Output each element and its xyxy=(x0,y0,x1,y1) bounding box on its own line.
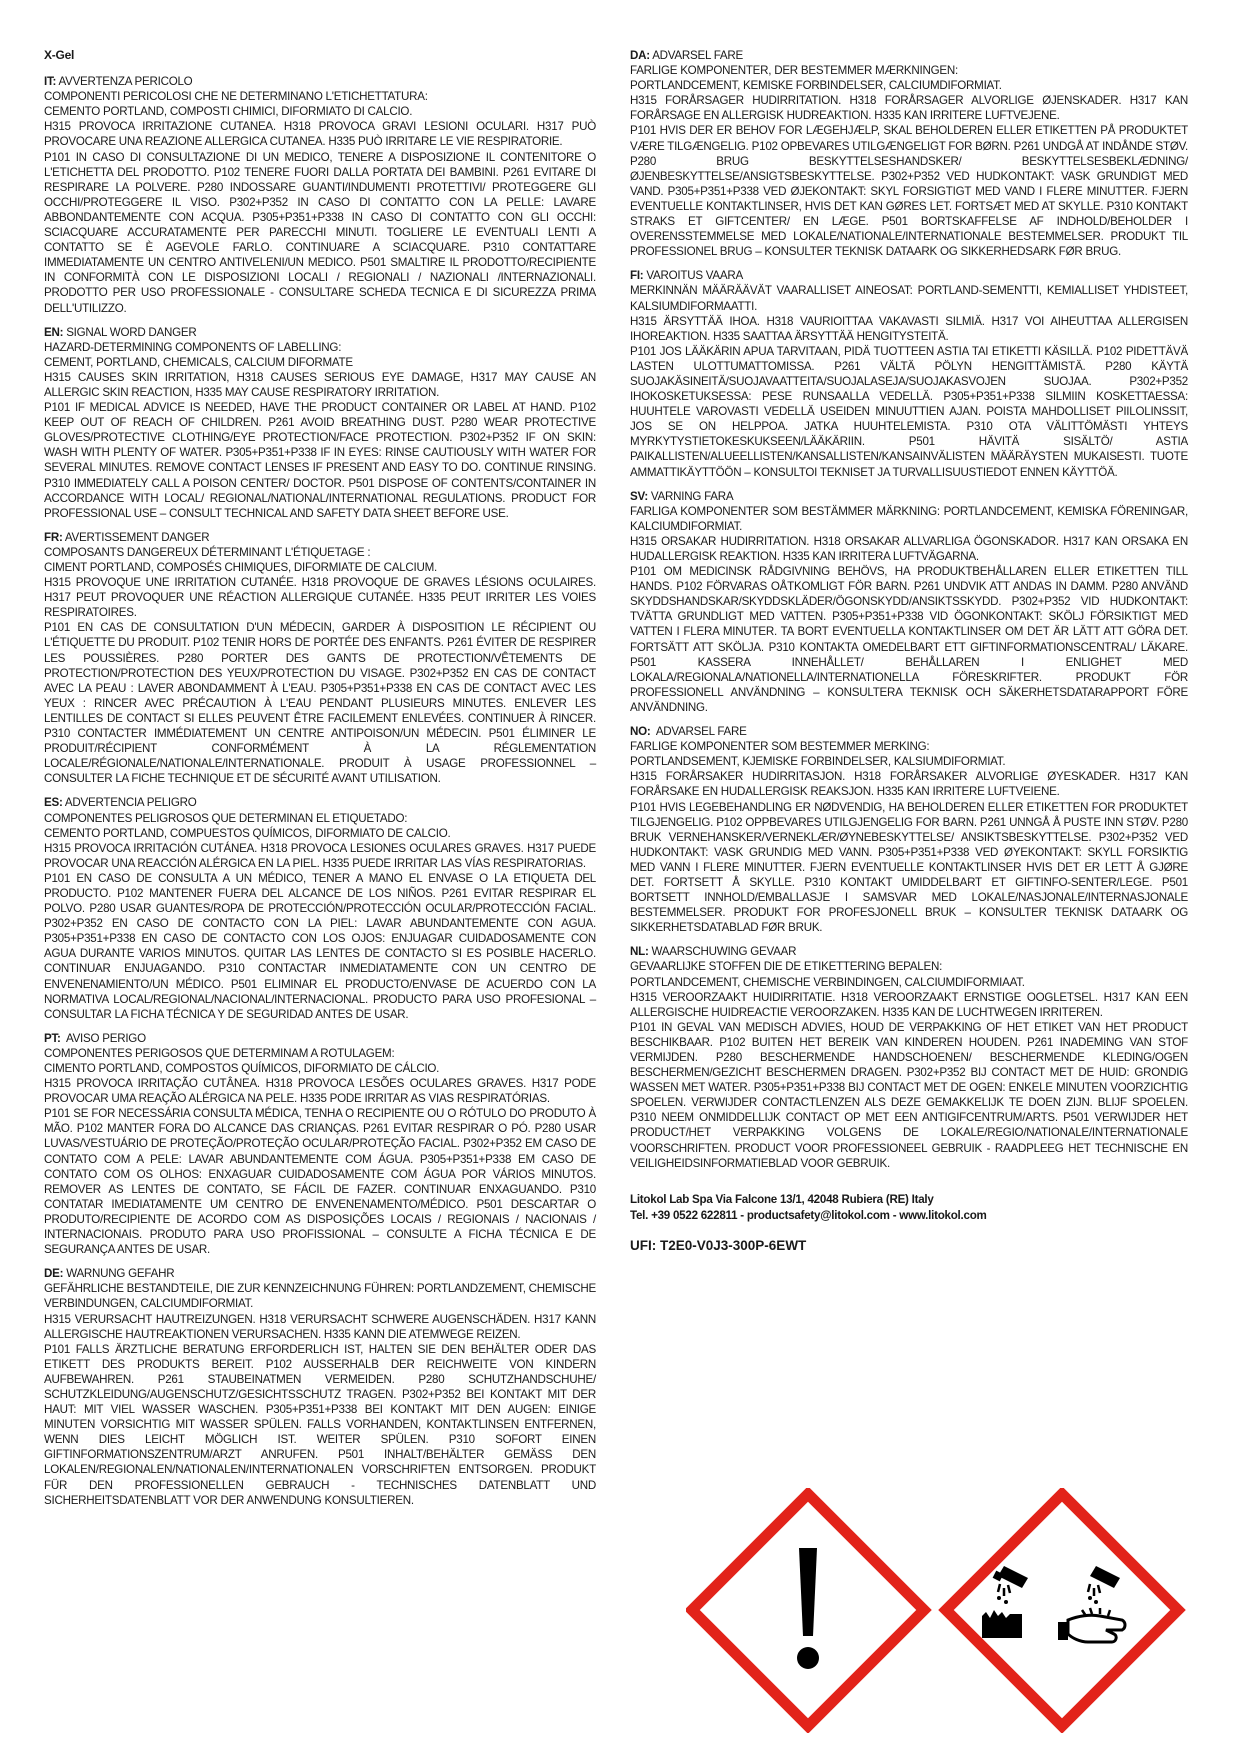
section-paragraph: P101 SE FOR NECESSÁRIA CONSULTA MÉDICA, TENHA O RECIPIENTE OU O RÓTULO DO PRODUTO À MÃO. P102 MANTER FORA DO ALCANCE DAS CRIANÇAS. P261 EVITAR RESPIRAR O PÓ. P280 USAR LUVAS/VESTUÁRIO DE PROTEÇÃO/PROTEÇÃO OCULAR/PROTEÇÃO FACIAL. P302+P352 EM CASO DE CONTATO COM A PELE: LAVAR ABUNDANTEMENTE COM ÁGUA. P305+P351+P338 EM CASO DE CONTATO COM OS OLHOS: ENXAGUAR CUIDADOSAMENTE COM ÁGUA POR VÁRIOS MINUTOS. REMOVER AS LENTES DE CONTATO, SE FÁCIL DE FAZER. CONTINUAR ENXAGUANDO. P310 CONTATAR IMEDIATAMENTE UM CENTRO DE ENVENENAMENTO/MÉDICO. P501 DESCARTAR O PRODUTO/RECIPIENTE DE ACORDO COM AS DISPOSIÇÕES LOCAIS / REGIONAIS / NACIONAIS / INTERNACIONAIS. PRODUTO PARA USO PROFISSIONAL – CONSULTE A FICHA TÉCNICA E DE SEGURANÇA ANTES DE USAR. xyxy=(44,1107,596,1257)
section-paragraph: PORTLANDCEMENT, CHEMISCHE VERBINDINGEN, CALCIUMDIFORMIAAT. xyxy=(630,975,1025,989)
section-paragraph: H315 CAUSES SKIN IRRITATION, H318 CAUSES SERIOUS EYE DAMAGE, H317 MAY CAUSE AN ALLERGIC SKIN REACTION, H335 MAY CAUSE RESPIRATORY IRRITATION. xyxy=(44,370,596,399)
section-paragraph: H315 FORÅRSAGER HUDIRRITATION. H318 FORÅRSAGER ALVORLIGE ØJENSKADER. H317 KAN FORÅRSAGE EN ALLERGISK HUDREAKTION. H335 KAN IRRITERE LUFTVEJENE. xyxy=(630,94,1188,123)
section-paragraph: GEFÄHRLICHE BESTANDTEILE, DIE ZUR KENNZEICHNUNG FÜHREN: PORTLANDZEMENT, CHEMISCHE VERBINDUNGEN, CALCIUMDIFORMIAT. xyxy=(44,1282,596,1311)
section-paragraph: H315 FORÅRSAKER HUDIRRITASJON. H318 FORÅRSAKER ALVORLIGE ØYESKADER. H317 KAN FORÅRSAKE EN HUDALLERGISK REAKSJON. H335 KAN IRRITERE LUFTVEIENE. xyxy=(630,770,1188,799)
signal-word: VAROITUS VAARA xyxy=(643,269,743,283)
section-paragraph: H315 PROVOCA IRRITAZIONE CUTANEA. H318 PROVOCA GRAVI LESIONI OCULARI. H317 PUÒ PROVOCARE UNA REAZIONE ALLERGICA CUTANEA. H335 PUÒ IRRITARE LE VIE RESPIRATORIE. xyxy=(44,120,596,149)
section-heading xyxy=(630,489,1188,504)
exclamation-mark-icon xyxy=(692,1494,924,1726)
section-paragraph: H315 ÄRSYTTÄÄ IHOA. H318 VAURIOITTAA VAKAVASTI SILMIÄ. H317 VOI AIHEUTTAA ALLERGISEN IHOREAKTION. H335 SAATTAA ÄRSYTTÄÄ HENGITYSTEITÄ. xyxy=(630,314,1188,343)
signal-word: AVERTISSEMENT DANGER xyxy=(62,530,210,544)
section-paragraph: P101 HVIS LEGEBEHANDLING ER NØDVENDIG, HA BEHOLDEREN ELLER ETIKETTEN FOR PRODUKTET TILGJENGELIG. P102 OPPBEVARES UTILGJENGELIG FOR BARN. P261 UNNGÅ Å PUSTE INN STØV. P280 BRUK VERNEHANSKER/VERNEKLÆR/ØYNEBESKYTTELSE/ ANSIKTSBESKYTTELSE. P302+P352 VED HUDKONTAKT: VASK GRUNDIG MED VANN. P305+P351+P338 VED ØYEKONTAKT: SKYLL FORSIKTIG MED VANN I FLERE MINUTTER. FJERN EVENTUELLE KONTAKTLINSER HVIS DET ER LETT Å GJØRE DET. FORTSETT Å SKYLLE. P310 KONTAKT UMIDDELBART ET GIFTINFO-SENTER/LEGE. P501 BORTSETT INNHOLD/EMBALLASJE I SAMSVAR MED LOKALE/NASJONALE/INTERNASJONALE BESTEMMELSER. PRODUKT FOR PROFESJONELL BRUK – KONSULTER TEKNISK DATAARK OG SIKKERHETSDATABLAD FØR BRUK. xyxy=(630,800,1188,935)
section-heading xyxy=(44,530,596,545)
section-paragraph: P101 IN GEVAL VAN MEDISCH ADVIES, HOUD DE VERPAKKING OF HET ETIKET VAN HET PRODUCT BESCHIKBAAR. P102 BUITEN HET BEREIK VAN KINDEREN HOUDEN. P261 INADEMING VAN STOF VERMIJDEN. P280 BESCHERMENDE HANDSCHOENEN/ BESCHERMENDE KLEDING/OGEN BESCHERMEN/GEZICHT BESCHERMEN DRAGEN. P302+P352 BIJ CONTACT MET DE HUID: GRONDIG WASSEN MET WATER. P305+P351+P338 BIJ CONTACT MET DE OGEN: ENKELE MINUTEN VOORZICHTIG SPOELEN. VERWIJDER CONTACTLENZEN ALS DEZE GEMAKKELIJK TE DOEN ZIJN. BLIJF SPOELEN. P310 NEEM ONMIDDELLIJK CONTACT OP MET EEN ANTIGIFCENTRUM/ARTS. P501 VERWIJDER HET PRODUCT/HET VERPAKKING VOLGENS DE LOKALE/REGIO/NATIONALE/INTERNATIONALE VOORSCHRIFTEN. PRODUCT VOOR PROFESSIONEEL GEBRUIK - RAADPLEEG HET TECHNISCHE EN VEILIGHEIDSINFORMATIEBLAD VOOR GEBRUIK. xyxy=(630,1020,1188,1170)
language-section xyxy=(630,944,1188,1170)
section-paragraph: GEVAARLIJKE STOFFEN DIE DE ETIKETTERING BEPALEN: xyxy=(630,960,943,974)
language-code: SV: xyxy=(630,489,648,503)
section-paragraph: HAZARD-DETERMINING COMPONENTS OF LABELLING: xyxy=(44,340,342,354)
section-paragraph: H315 VEROORZAAKT HUIDIRRITATIE. H318 VEROORZAAKT ERNSTIGE OOGLETSEL. H317 KAN EEN ALLERGISCHE HUIDREACTIE VEROORZAKEN. H335 KAN DE LUCHTWEGEN IRRITEREN. xyxy=(630,990,1188,1019)
language-section xyxy=(44,795,596,1021)
language-code: NO: xyxy=(630,725,651,739)
left-column xyxy=(44,48,596,1517)
language-code: IT: xyxy=(44,75,57,89)
section-heading xyxy=(630,944,1188,959)
section-paragraph: CIMENT PORTLAND, COMPOSÉS CHIMIQUES, DIFORMIATE DE CALCIUM. xyxy=(44,561,438,574)
corrosion-icon xyxy=(946,1494,1178,1726)
company-address: Litokol Lab Spa Via Falcone 13/1, 42048 Rubiera (RE) Italy xyxy=(630,1192,934,1206)
section-paragraph: H315 PROVOCA IRRITACIÓN CUTÁNEA. H318 PROVOCA LESIONES OCULARES GRAVES. H317 PUEDE PROVOCAR UNA REACCIÓN ALÉRGICA EN LA PIEL. H335 PUEDE IRRITAR LAS VÍAS RESPIRATORIAS. xyxy=(44,841,596,870)
section-heading xyxy=(44,325,596,340)
section-paragraph: CIMENTO PORTLAND, COMPOSTOS QUÍMICOS, DIFORMIATO DE CÁLCIO. xyxy=(44,1062,440,1075)
company-contact: Tel. +39 0522 622811 - productsafety@litokol.com - www.litokol.com xyxy=(630,1208,987,1222)
language-section xyxy=(630,268,1188,479)
section-heading xyxy=(630,268,1188,283)
section-paragraph: COMPONENTES PELIGROSOS QUE DETERMINAN EL ETIQUETADO: xyxy=(44,811,408,825)
signal-word: WARNUNG GEFAHR xyxy=(63,1267,175,1281)
language-code: EN: xyxy=(44,325,64,339)
section-paragraph: FARLIGE KOMPONENTER SOM BESTEMMER MERKING: xyxy=(630,740,930,754)
section-paragraph: FARLIGA KOMPONENTER SOM BESTÄMMER MÄRKNING: PORTLANDCEMENT, KEMISKA FÖRENINGAR, KALCIUMDIFORMIAT. xyxy=(630,504,1188,533)
section-paragraph: COMPONENTI PERICOLOSI CHE NE DETERMINANO L'ETICHETTATURA: xyxy=(44,90,428,104)
section-heading xyxy=(44,1031,596,1046)
signal-word: ADVARSEL FARE xyxy=(650,725,747,739)
language-code: NL: xyxy=(630,945,649,959)
signal-word: VARNING FARA xyxy=(647,489,734,503)
language-section xyxy=(44,1266,596,1508)
left-sections xyxy=(44,74,596,1508)
section-paragraph: P101 EN CAS DE CONSULTATION D'UN MÉDECIN, GARDER À DISPOSITION LE RÉCIPIENT OU L'ÉTIQUETTE DU PRODUIT. P102 TENIR HORS DE PORTÉE DES ENFANTS. P261 ÉVITER DE RESPIRER LES POUSSIÈRES. P280 PORTER DES GANTS DE PROTECTION/VÊTEMENTS DE PROTECTION/PROTECTION DES YEUX/PROTECTION DU VISAGE. P302+P352 EN CAS DE CONTACT AVEC LA PEAU : LAVER ABONDAMMENT À L'EAU. P305+P351+P338 EN CAS DE CONTACT AVEC LES YEUX : RINCER AVEC PRÉCAUTION À L'EAU PENDANT PLUSIEURS MINUTES. ENLEVER LES LENTILLES DE CONTACT SI ELLES PEUVENT ÊTRE FACILEMENT ENLEVÉES. CONTINUER À RINCER. P310 CONTACTER IMMÉDIATEMENT UN CENTRE ANTIPOISON/UN MÉDECIN. P501 ÉLIMINER LE PRODUIT/RÉCIPIENT CONFORMÉMENT À LA RÉGLEMENTATION LOCALE/RÉGIONALE/NATIONALE/INTERNATIONALE. PRODUIT À USAGE PROFESSIONNEL – CONSULTER LA FICHE TECHNIQUE ET DE SÉCURITÉ AVANT UTILISATION. xyxy=(44,621,596,786)
signal-word: SIGNAL WORD DANGER xyxy=(63,325,197,339)
language-section xyxy=(630,489,1188,715)
right-sections xyxy=(630,48,1188,1171)
section-paragraph: P101 OM MEDICINSK RÅDGIVNING BEHÖVS, HA PRODUKTBEHÅLLAREN ELLER ETIKETTEN TILL HANDS. P102 FÖRVARAS OÅTKOMLIGT FÖR BARN. P261 UNDVIK ATT ANDAS IN DAMM. P280 ANVÄND SKYDDSHANDSKAR/SKYDDSKLÄDER/ÖGONSKYDD/ANSIKTSSKYDD. P302+P352 VID HUDKONTAKT: TVÄTTA GRUNDLIGT MED VATTEN. P305+P351+P338 VID ÖGONKONTAKT: SKÖLJ FÖRSIKTIGT MED VATTEN I FLERA MINUTER. TA BORT EVENTUELLA KONTAKTLINSER OM DET ÄR LÄTT ATT GÖRA DET. FORTSÄTT ATT SKÖLJA. P310 KONTAKTA OMEDELBART ETT GIFTINFORMATIONSCENTRAL/ LÄKARE. P501 KASSERA INNEHÅLLET/ BEHÅLLAREN I ENLIGHET MED LOKALA/REGIONALA/NATIONELLA/INTERNATIONELLA FÖRESKRIFTER. PRODUKT FÖR PROFESSIONELL ANVÄNDNING – KONSULTERA TEKNISK OCH SÄKERHETSDATARAPPORT FÖRE ANVÄNDNING. xyxy=(630,565,1188,714)
section-paragraph: P101 EN CASO DE CONSULTA A UN MÉDICO, TENER A MANO EL ENVASE O LA ETIQUETA DEL PRODUCTO. P102 MANTENER FUERA DEL ALCANCE DE LOS NIÑOS. P261 EVITAR RESPIRAR EL POLVO. P280 USAR GUANTES/ROPA DE PROTECCIÓN/PROTECCIÓN OCULAR/PROTECCIÓN FACIAL. P302+P352 EN CASO DE CONTACTO CON LA PIEL: LAVAR ABUNDANTEMENTE CON AGUA. P305+P351+P338 EN CASO DE CONTACTO CON LOS OJOS: ENJUAGAR CUIDADOSAMENTE CON AGUA DURANTE VARIOS MINUTOS. QUITAR LAS LENTES DE CONTACTO SI ES POSIBLE HACERLO. CONTINUAR ENJUAGANDO. P310 CONTACTAR INMEDIATAMENTE CON UN CENTRO DE ENVENENAMIENTO/UN MÉDICO. P501 ELIMINAR EL PRODUCTO/ENVASE DE ACUERDO CON LA NORMATIVA LOCAL/REGIONAL/NACIONAL/INTERNACIONAL. PRODUCTO PARA USO PROFESIONAL – CONSULTAR LA FICHA TÉCNICA Y DE SEGURIDAD ANTES DE USAR. xyxy=(44,871,596,1021)
section-paragraph: COMPONENTES PERIGOSOS QUE DETERMINAM A ROTULAGEM: xyxy=(44,1046,395,1060)
language-code: DA: xyxy=(630,49,650,62)
section-paragraph: PORTLANDCEMENT, KEMISKE FORBINDELSER, CALCIUMDIFORMIAT. xyxy=(630,79,1002,93)
section-paragraph: CEMENT, PORTLAND, CHEMICALS, CALCIUM DIFORMATE xyxy=(44,355,353,369)
signal-word: WAARSCHUWING GEVAAR xyxy=(648,945,797,959)
section-paragraph: P101 IF MEDICAL ADVICE IS NEEDED, HAVE THE PRODUCT CONTAINER OR LABEL AT HAND. P102 KEEP OUT OF REACH OF CHILDREN. P261 AVOID BREATHING DUST. P280 WEAR PROTECTIVE GLOVES/PROTECTIVE CLOTHING/EYE PROTECTION/FACE PROTECTION. P302+P352 IF ON SKIN: WASH WITH PLENTY OF WATER. P305+P351+P338 IF IN EYES: RINSE CAUTIOUSLY WITH WATER FOR SEVERAL MINUTES. REMOVE CONTACT LENSES IF PRESENT AND EASY TO DO. CONTINUE RINSING. P310 IMMEDIATELY CALL A POISON CENTER/ DOCTOR. P501 DISPOSE OF CONTENTS/CONTAINER IN ACCORDANCE WITH LOCAL/ REGIONAL/NATIONAL/INTERNATIONAL REGULATIONS. PRODUCT FOR PROFESSIONAL USE – CONSULT TECHNICAL AND SAFETY DATA SHEET BEFORE USE. xyxy=(44,401,596,520)
section-paragraph: MERKINNÄN MÄÄRÄÄVÄT VAARALLISET AINEOSAT: PORTLAND-SEMENTTI, KEMIALLISET YHDISTEET, KALSIUMDIFORMAATTI. xyxy=(630,284,1188,313)
signal-word: ADVERTENCIA PELIGRO xyxy=(62,796,197,810)
section-paragraph: H315 ORSAKAR HUDIRRITATION. H318 ORSAKAR ALLVARLIGA ÖGONSKADOR. H317 KAN ORSAKA EN HUDALLERGISK REAKTION. H335 KAN IRRITERA LUFTVÄGARNA. xyxy=(630,534,1188,563)
language-section xyxy=(44,325,596,521)
section-paragraph: P101 JOS LÄÄKÄRIN APUA TARVITAAN, PIDÄ TUOTTEEN ASTIA TAI ETIKETTI KÄSILLÄ. P102 PIDETTÄVÄ LASTEN ULOTTUMATTOMISSA. P261 VÄLTÄ PÖLYN HENGITTÄMISTÄ. P280 KÄYTÄ SUOJAKÄSINEITÄ/SUOJAVAATTEITA/SUOJALASEJA/SUOJAKASVOJEN SUOJAA. P302+P352 IHOKOSKETUKSESSA: PESE RUNSAALLA VEDELLÄ. P305+P351+P338 SILMIIN KOSKETTAESSA: HUUHTELE VAROVASTI VEDELLÄ USEIDEN MINUUTTIEN AJAN. POISTA MAHDOLLISET PIILOLINSSIT, JOS SE ON HELPPOA. JATKA HUUHTELEMISTA. P310 OTA VÄLITTÖMÄSTI YHTEYS MYRKYTYSTIETOKESKUKSEEN/LÄÄKÄRIIN. P501 HÄVITÄ SISÄLTÖ/ ASTIA PAIKALLISTEN/ALUEELLISTEN/KANSALLISTEN/KANSAINVÄLISTEN MÄÄRÄYSTEN MUKAISESTI. TUOTE AMMATTIKÄYTTÖÖN – KONSULTOI TEKNISET JA TURVALLISUUSTIEDOT ENNEN KÄYTTÖÄ. xyxy=(630,344,1188,479)
section-paragraph: CEMENTO PORTLAND, COMPOSTI CHIMICI, DIFORMIATO DI CALCIO. xyxy=(44,105,413,119)
language-section xyxy=(630,724,1188,935)
language-section xyxy=(44,74,596,316)
language-section xyxy=(44,1031,596,1257)
section-paragraph: H315 PROVOQUE UNE IRRITATION CUTANÉE. H318 PROVOQUE DE GRAVES LÉSIONS OCULAIRES. H317 PEUT PROVOQUER UNE RÉACTION ALLERGIQUE CUTANÉE. H335 PEUT IRRITER LES VOIES RESPIRATOIRES. xyxy=(44,576,596,620)
ufi-code: UFI: T2E0-V0J3-300P-6EWT xyxy=(630,1237,807,1253)
language-code: ES: xyxy=(44,796,63,810)
section-paragraph: H315 PROVOCA IRRITAÇÃO CUTÂNEA. H318 PROVOCA LESÕES OCULARES GRAVES. H317 PODE PROVOCAR UMA REAÇÃO ALÉRGICA NA PELE. H335 PODE IRRITAR AS VIAS RESPIRATÓRIAS. xyxy=(44,1077,596,1106)
section-paragraph: FARLIGE KOMPONENTER, DER BESTEMMER MÆRKNINGEN: xyxy=(630,64,958,78)
section-paragraph: P101 HVIS DER ER BEHOV FOR LÆGEHJÆLP, SKAL BEHOLDEREN ELLER ETIKETTEN PÅ PRODUKTET VÆRE TILGÆNGELIG. P102 OPBEVARES UTILGÆNGELIGT FOR BØRN. P261 UNDGÅ AT INDÅNDE STØV. P280 BRUG BESKYTTELSESHANDSKER/ BESKYTTELSESBEKLÆDNING/ØJENBESKYTTELSE/ANSIGTSBESKYTTELSE. P302+P352 VED HUDKONTAKT: VASK GRUNDIGT MED VAND. P305+P351+P338 VED ØJEKONTAKT: SKYL FORSIGTIGT MED VAND I FLERE MINUTTER. FJERN EVENTUELLE KONTAKTLINSER, HVIS DET KAN GØRES LET. FORTSÆT MED AT SKYLLE. P310 KONTAKT STRAKS ET GIFTCENTER/ EN LÆGE. P501 BORTSKAFFELSE AF INDHOLD/BEHOLDER I OVERENSSTEMMELSE MED LOKALE/NATIONALE/INTERNATIONALE BESTEMMELSER. PRODUKT TIL PROFESSIONEL BRUG – KONSULTER TEKNISK DATAARK OG SIKKERHEDSARK FØR BRUG. xyxy=(630,124,1188,259)
product-title: X-Gel xyxy=(44,48,75,62)
section-paragraph: H315 VERURSACHT HAUTREIZUNGEN. H318 VERURSACHT SCHWERE AUGENSCHÄDEN. H317 KANN ALLERGISCHE HAUTREAKTIONEN VERURSACHEN. H335 KANN DIE ATEMWEGE REIZEN. xyxy=(44,1312,596,1341)
section-paragraph: P101 FALLS ÄRZTLICHE BERATUNG ERFORDERLICH IST, HALTEN SIE DEN BEHÄLTER ODER DAS ETIKETT DES PRODUKTS BEREIT. P102 AUSSERHALB DER REICHWEITE VON KINDERN AUFBEWAHREN. P261 STAUBEINATMEN VERMEIDEN. P280 SCHUTZHANDSCHUHE/ SCHUTZKLEIDUNG/AUGENSCHUTZ/GESICHTSSCHUTZ TRAGEN. P302+P352 BEI KONTAKT MIT DER HAUT: MIT VIEL WASSER WASCHEN. P305+P351+P338 BEI KONTAKT MIT DEN AUGEN: EINIGE MINUTEN VORSICHTIG MIT WASSER SPÜLEN. FALLS VORHANDEN, KONTAKTLINSEN ENTFERNEN, WENN DIES LEICHT MÖGLICH IST. WEITER SPÜLEN. P310 SOFORT EINEN GIFTINFORMATIONSZENTRUM/ARZT ANRUFEN. P501 INHALT/BEHÄLTER GEMÄSS DEN LOKALEN/REGIONALEN/NATIONALEN/INTERNATIONALEN VORSCHRIFTEN ENTSORGEN. PRODUKT FÜR DEN PROFESSIONELLEN GEBRAUCH - TECHNISCHES DATENBLATT UND SICHERHEITSDATENBLATT VOR DER ANWENDUNG KONSULTIEREN. xyxy=(44,1342,596,1507)
section-paragraph: P101 IN CASO DI CONSULTAZIONE DI UN MEDICO, TENERE A DISPOSIZIONE IL CONTENITORE O L'ETICHETTA DEL PRODOTTO. P102 TENERE FUORI DALLA PORTATA DEI BAMBINI. P261 EVITARE DI RESPIRARE LA POLVERE. P280 INDOSSARE GUANTI/INDUMENTI PROTETTIVI/ PROTEGGERE GLI OCCHI/PROTEGGERE IL VISO. P302+P352 IN CASO DI CONTATTO CON LA PELLE: LAVARE ABBONDANTEMENTE CON ACQUA. P305+P351+P338 IN CASO DI CONTATTO CON GLI OCCHI: SCIACQUARE ACCURATAMENTE PER PARECCHI MINUTI. TOGLIERE LE EVENTUALI LENTI A CONTATTO SE È AGEVOLE FARLO. CONTINUARE A SCIACQUARE. P310 CONTATTARE IMMEDIATAMENTE UN CENTRO ANTIVELENI/UN MEDICO. P501 SMALTIRE IL PRODOTTO/RECIPIENTE IN CONFORMITÀ CON LE DISPOSIZIONI LOCALI / REGIONALI / NAZIONALI /INTERNAZIONALI. PRODOTTO PER USO PROFESSIONALE - CONSULTARE SCHEDA TECNICA E DI SICUREZZA PRIMA DELL'UTILIZZO. xyxy=(44,150,596,315)
language-code: FR: xyxy=(44,530,63,544)
language-code: PT: xyxy=(44,1031,61,1045)
section-heading xyxy=(630,724,1188,739)
section-heading xyxy=(44,74,596,89)
signal-word: AVVERTENZA PERICOLO xyxy=(56,75,193,89)
language-code: DE: xyxy=(44,1267,64,1281)
company-info xyxy=(630,1192,1188,1224)
section-heading xyxy=(44,795,596,810)
ghs-pictograms xyxy=(686,1488,1186,1733)
signal-word: ADVARSEL FARE xyxy=(649,49,744,62)
language-section xyxy=(44,530,596,787)
right-column xyxy=(630,48,1188,1253)
section-paragraph: COMPOSANTS DANGEREUX DÉTERMINANT L'ÉTIQUETAGE : xyxy=(44,545,371,559)
section-heading xyxy=(630,48,1188,63)
language-section xyxy=(630,48,1188,259)
section-heading xyxy=(44,1266,596,1281)
language-code: FI: xyxy=(630,269,644,283)
signal-word: AVISO PERIGO xyxy=(60,1031,146,1045)
section-paragraph: CEMENTO PORTLAND, COMPUESTOS QUÍMICOS, DIFORMIATO DE CALCIO. xyxy=(44,826,451,840)
section-paragraph: PORTLANDSEMENT, KJEMISKE FORBINDELSER, KALSIUMDIFORMIAT. xyxy=(630,755,1006,769)
